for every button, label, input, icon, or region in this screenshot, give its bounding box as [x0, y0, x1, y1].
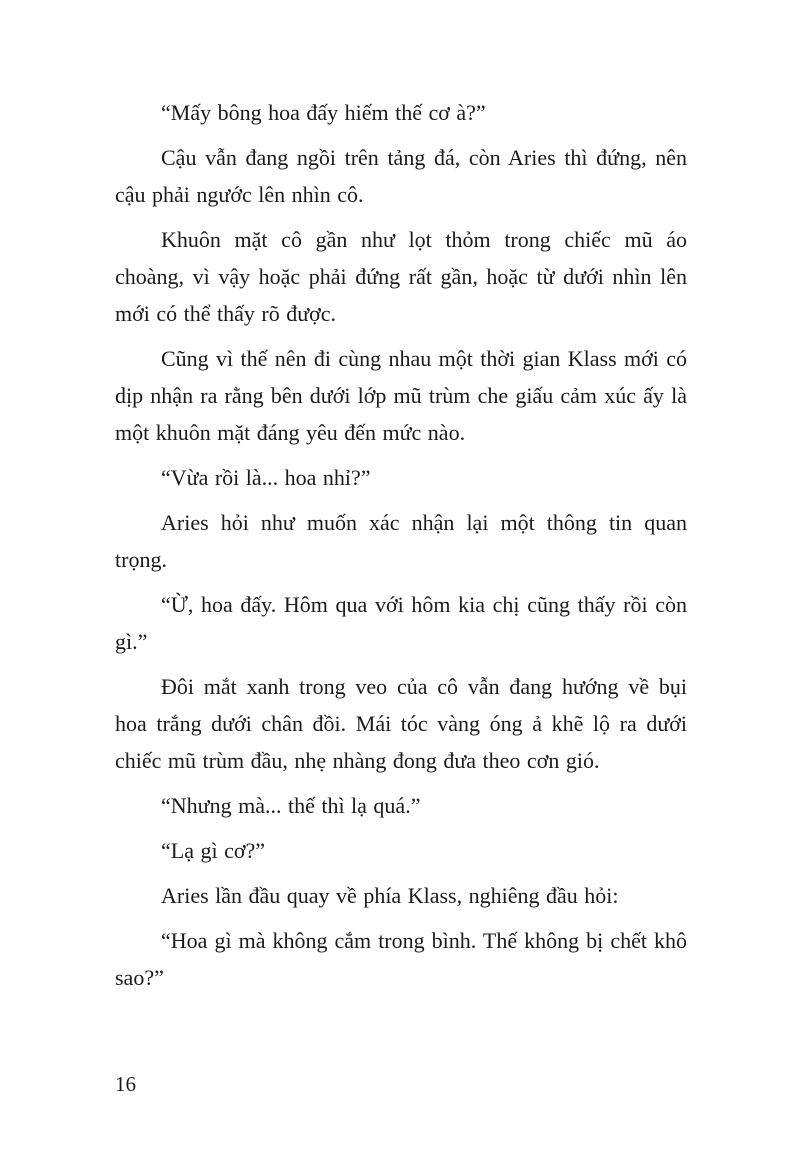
paragraph: Aries hỏi như muốn xác nhận lại một thông tin quan trọng. — [115, 510, 687, 572]
text-block — [115, 94, 687, 1004]
page-number: 16 — [115, 1072, 136, 1096]
paragraph: “Hoa gì mà không cắm trong bình. Thế không bị chết khô sao?” — [115, 928, 687, 990]
paragraph: “Ừ, hoa đấy. Hôm qua với hôm kia chị cũng thấy rồi còn gì.” — [115, 592, 687, 654]
paragraph: Khuôn mặt cô gần như lọt thỏm trong chiếc mũ áo choàng, vì vậy hoặc phải đứng rất gần, hoặc từ dưới nhìn lên mới có thể thấy rõ được. — [115, 227, 687, 326]
paragraph: “Lạ gì cơ?” — [161, 838, 266, 863]
paragraph: “Vừa rồi là... hoa nhỉ?” — [161, 465, 371, 490]
paragraph: “Nhưng mà... thế thì lạ quá.” — [161, 793, 421, 818]
paragraph: Aries lần đầu quay về phía Klass, nghiêng đầu hỏi: — [161, 883, 619, 908]
paragraph: “Mấy bông hoa đấy hiếm thế cơ à?” — [161, 100, 486, 125]
paragraph: Đôi mắt xanh trong veo của cô vẫn đang hướng về bụi hoa trắng dưới chân đồi. Mái tóc vàng óng ả khẽ lộ ra dưới chiếc mũ trùm đầu, nhẹ nhàng đong đưa theo cơn gió. — [115, 674, 687, 773]
paragraph: Cũng vì thế nên đi cùng nhau một thời gian Klass mới có dịp nhận ra rằng bên dưới lớp mũ trùm che giấu cảm xúc ấy là một khuôn mặt đáng yêu đến mức nào. — [115, 346, 687, 445]
paragraph: Cậu vẫn đang ngồi trên tảng đá, còn Aries thì đứng, nên cậu phải ngước lên nhìn cô. — [115, 145, 687, 207]
